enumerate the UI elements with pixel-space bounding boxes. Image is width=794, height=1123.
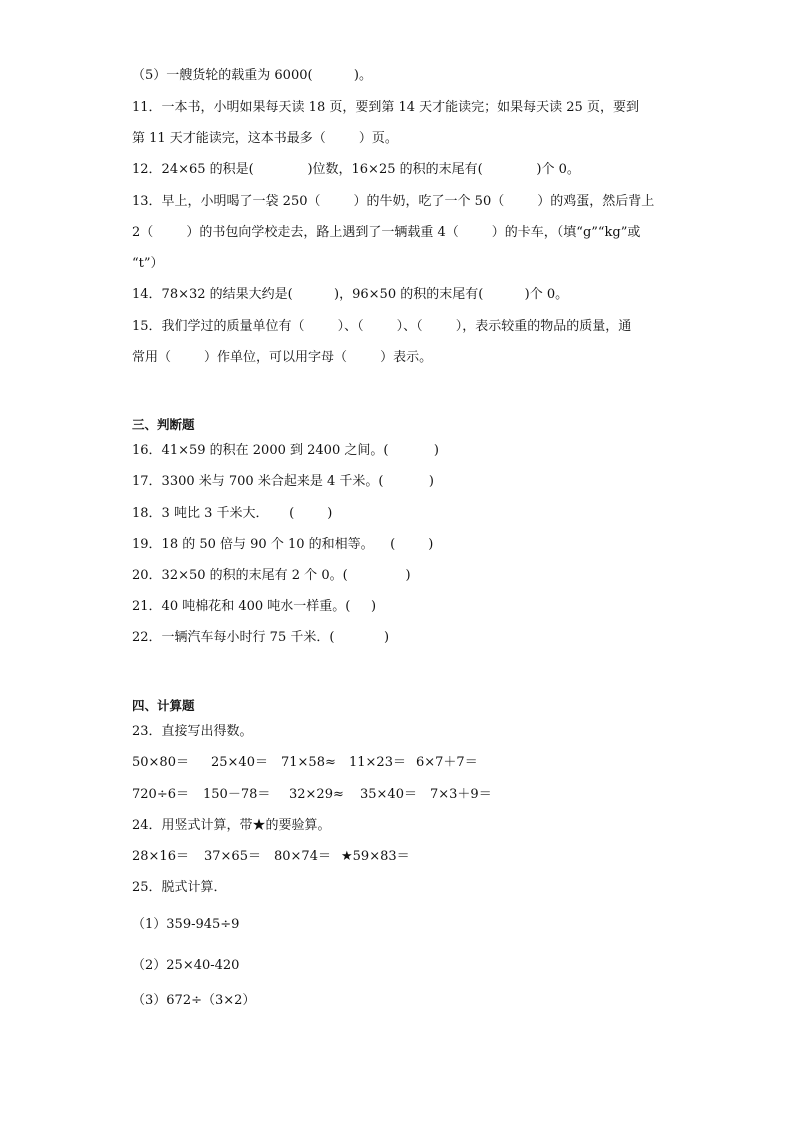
question-13-line-1: 13．早上，小明喝了一袋 250（ ）的牛奶，吃了一个 50（ ）的鸡蛋，然后背上 — [132, 194, 655, 209]
question-12: 12．24×65 的积是( )位数，16×25 的积的末尾有( )个 0。 — [132, 162, 580, 177]
oral-calc-item: 11×23＝ — [349, 755, 406, 770]
vertical-calc-item: ★59×83＝ — [341, 849, 410, 864]
vertical-calc-row — [132, 848, 532, 866]
question-19: 19．18 的 50 倍与 90 个 10 的和相等。 ( ) — [132, 537, 434, 552]
question-15-line-1: 15．我们学过的质量单位有（ ）、（ ）、（ ），表示较重的物品的质量，通 — [132, 319, 632, 334]
oral-calc-item: 50×80＝ — [132, 755, 189, 770]
vertical-calc-item: 80×74＝ — [274, 849, 331, 864]
question-23: 23．直接写出得数。 — [132, 724, 253, 739]
question-11-line-2: 第 11 天才能读完，这本书最多（ ）页。 — [132, 131, 398, 146]
question-21: 21．40 吨棉花和 400 吨水一样重。( ) — [132, 599, 377, 614]
item-5-text: （5）一艘货轮的载重为 6000( )。 — [132, 68, 372, 83]
question-25-item-1: （1）359-945÷9 — [132, 917, 240, 932]
vertical-calc-item: 28×16＝ — [132, 849, 189, 864]
oral-calc-item: 150－78＝ — [203, 787, 271, 802]
oral-calc-item: 720÷6＝ — [132, 787, 189, 802]
oral-calc-item: 71×58≈ — [281, 755, 336, 770]
question-14: 14．78×32 的结果大约是( )，96×50 的积的末尾有( )个 0。 — [132, 287, 569, 302]
oral-calc-item: 25×40＝ — [211, 755, 268, 770]
question-25-item-2: （2）25×40-420 — [132, 958, 240, 973]
question-18: 18．3 吨比 3 千米大． ( ) — [132, 506, 333, 521]
question-25-item-3: （3）672÷（3×2） — [132, 993, 256, 1008]
question-16: 16．41×59 的积在 2000 到 2400 之间。( ) — [132, 443, 439, 458]
oral-calc-item: 6×7＋7＝ — [416, 755, 478, 770]
question-17: 17．3300 米与 700 米合起来是 4 千米。( ) — [132, 474, 434, 489]
question-13-line-3: “t”） — [132, 256, 164, 271]
oral-calc-item: 7×3＋9＝ — [430, 787, 492, 802]
oral-calc-item: 32×29≈ — [289, 787, 344, 802]
question-22: 22．一辆汽车每小时行 75 千米．( ) — [132, 630, 390, 645]
question-13-line-2: 2（ ）的书包向学校走去，路上遇到了一辆载重 4（ ）的卡车，（填“g”“kg”或 — [132, 225, 641, 240]
vertical-calc-item: 37×65＝ — [204, 849, 261, 864]
oral-calc-item: 35×40＝ — [360, 787, 417, 802]
question-24: 24．用竖式计算，带★的要验算。 — [132, 818, 331, 833]
section-heading-calculation: 四、计算题 — [132, 698, 195, 713]
oral-calc-row-1 — [132, 754, 652, 772]
oral-calc-row-2 — [132, 786, 652, 804]
question-20: 20．32×50 的积的末尾有 2 个 0。( ) — [132, 568, 411, 583]
question-15-line-2: 常用（ ）作单位，可以用字母（ ）表示。 — [132, 350, 433, 365]
section-heading-judgement: 三、判断题 — [132, 417, 195, 432]
question-11-line-1: 11．一本书，小明如果每天读 18 页，要到第 14 天才能读完；如果每天读 25 页，要到 — [132, 100, 639, 115]
question-25: 25．脱式计算． — [132, 880, 227, 895]
